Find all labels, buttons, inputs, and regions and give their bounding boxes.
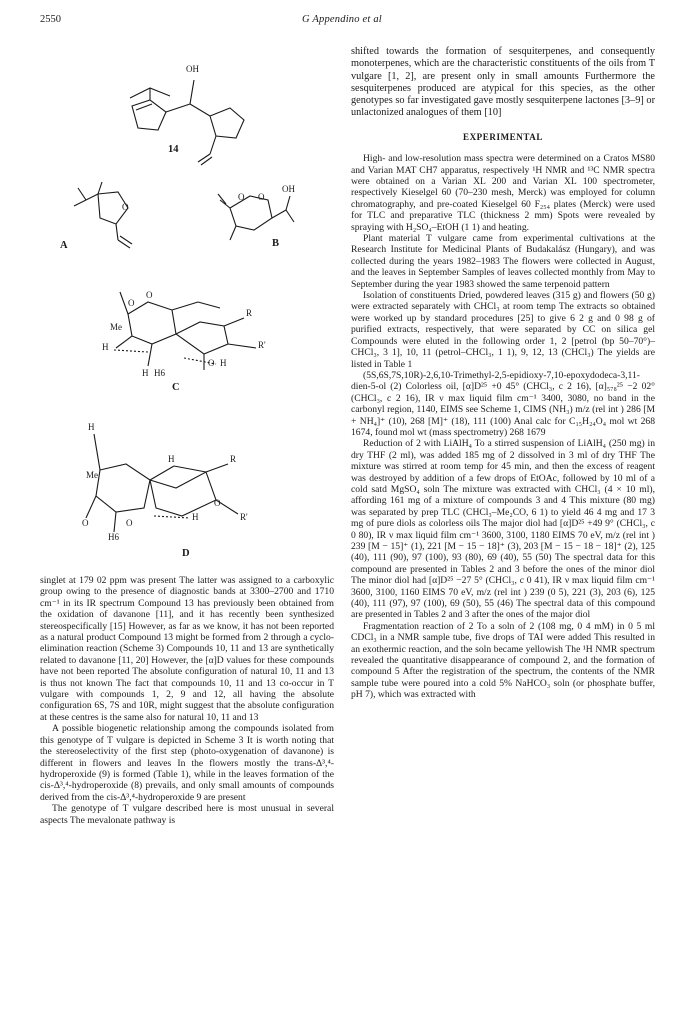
structure-B-drawing [210,178,320,256]
atom-label: Me [86,470,98,480]
atom-label: H [102,342,109,352]
atom-label: H [142,368,149,378]
left-column [40,575,334,826]
atom-label: R [246,308,253,318]
atom-label: O [238,192,245,202]
atom-label: O [126,518,133,528]
atom-label: R [230,454,237,464]
atom-label: O [128,298,135,308]
atom-label: H [192,512,199,522]
structure-14 [110,58,280,168]
atom-label: R' [258,340,266,350]
body-paragraph: singlet at 179 02 ppm was present The latter was assigned to a carboxylic group owing to the presence of diagnostic bands at 3300–2700 and 1710 cm⁻¹ in its IR spectrum Compound 13 has previously been obtained from the oxidation of davanone [11], and it has recently been synthesized stereospecifically [15] However, as far as we know, it has not been reported as a natural product Compound 13 might be formed from 2 through a cyclo-elimination reaction (Scheme 3) Compounds 10, 11 and 13 are synthetically related to davanone [11, 20] However, the [α]D values for these compounds have not been reported The absolute configuration of natural 10, 11 and 13 is thus not known The fact that compounds 10, 11 and 13 co-occur in T vulgare with compounds 1, 2, 9 and 12, all having the absolute configuration 6S, 7S and 10R, might suggest that the absolute configuration at these centres is the same also for natural 10, 11 and 13 [40,575,334,723]
atom-label: R' [240,512,248,522]
experimental-paragraph: Plant material T vulgare came from experimental cultivations at the Research Institute for Medicinal Plants of Budakalász (Hungary), and was collected during the years 1982–1983 The flowers were collected in August, and the leaves in September Samples of leaves collected monthly from May to September during the year 1983 showed the same terpenoid pattern [351,233,655,290]
structure-label-D: D [182,548,190,559]
atom-label: H [88,422,95,432]
atom-label: H [220,358,227,368]
structure-D [66,420,296,570]
running-head: G Appendino et al [302,14,382,25]
atom-label: H [168,454,175,464]
atom-label: O [214,498,221,508]
structure-14-drawing [110,58,280,168]
experimental-paragraph: Reduction of 2 with LiAlH₄ To a stirred suspension of LiAlH₄ (250 mg) in dry THF (2 ml), was added 185 mg of 2 dissolved in 3 ml of dry THF The mixture was stirred at room temp for 45 min, and then the excess of reagent was destroyed by addition of a few drops of EtOAc, followed by 10 ml of a cold satd MgSO₄ soln The mixture was extracted with CHCl₃ (4 × 10 ml), affording 161 mg of a mixture of compounds 3 and 4 This mixture (80 mg) was separated by prep TLC (CHCl₃–Me₂CO, 6 1) to yield 46 4 mg and 17 3 mg of pure diols as colorless oils The major diol had [α]D²⁵ +49 9° (CHCl₃, c 0 80), IR ν max liquid film cm⁻¹ 3600, 3100, 1180 EIMS 70 eV, m/z (rel int ) 239 [M − 15]⁺ (1), 221 [M − 15 − 18]⁺ (3), 203 [M − 15 − 18 − 18]⁺ (2), 125 (40), 111 (90), 97 (100), 93 (80), 69 (40), 55 (50) The spectral data for this compound are presented in Tables 2 and 3 before the ones of the minor diol The minor diol had [α]D²⁵ −27 5° (CHCl₃, c 0 41), IR ν max liquid film cm⁻¹ 3600, 3100, 1160 EIMS 70 eV, m/z (rel int ) 239 (0 5), 221 (3), 203 (6), 125 (40), 111 (97), 97 (100), 69 (50), 55 (46) The spectral data of this compound are presented in Tables 2 and 3 after the ones of the major diol [351,438,655,621]
atom-label: OH [282,184,295,194]
atom-label: H6 [154,368,165,378]
right-column [351,46,655,701]
intro-paragraph: shifted towards the formation of sesquiterpenes, and consequently monoterpenes, which are the characteristic constituents of the oils from T vulgare [1, 2], are present only in small amounts Furthermore the sesquiterpenes produced are atypical for this species, as the other genotypes so far investigated gave mostly sesquiterpene lactones [3–9] or unlactonized analogues of them [10] [351,46,655,119]
structure-D-drawing [66,420,296,570]
structure-A-drawing [58,178,168,256]
experimental-paragraph: Isolation of constituents Dried, powdered leaves (315 g) and flowers (50 g) were extracted separately with CHCl₃ at room temp The extracts so obtained were worked up by standard procedures [25] to give 6 2 g and 0 98 g of purified extracts, respectively, that were separated by CC on silica gel Compounds were eluted in the following order 1, 2 [petrol (bp 50–70°)–CHCl₃, 3 1], 10, 11 (petrol–CHCl₃, 1 1), 9, 12, 13 (CHCl₃) The yields are listed in Table 1 [351,290,655,370]
atom-label: O [146,290,153,300]
page-number: 2550 [40,14,61,25]
atom-label: OH [186,64,199,74]
body-paragraph: A possible biogenetic relationship among the compounds isolated from this genotype of T vulgare is depicted in Scheme 3 It is worth noting that the stereoselectivity of the first step (photo-oxygenation of davanone) is different in flowers and leaves In the flowers mostly the trans-Δ³,⁴-hydroperoxide (9) is formed (Table 1), while in the leaves formation of the cis-Δ³,⁴-hydroperoxide (8) prevails, and only small amounts of compounds derived from the cis-Δ³,⁴-hydroperoxide 9 are present [40,723,334,803]
body-paragraph: The genotype of T vulgare described here is most unusual in several aspects The mevalonate pathway is [40,803,334,826]
atom-label: O [258,192,265,202]
atom-label: O [208,358,215,368]
experimental-paragraph: Fragmentation reaction of 2 To a soln of 2 (108 mg, 0 4 mM) in 0 5 ml CDCl₃ in a NMR sample tube, five drops of TAI were added This resulted in an exothermic reaction, and the soln became yellowish The ¹H NMR spectrum revealed the quantitative disappearance of compound 2, and the formation of compound 5 After the registration of the spectrum, the contents of the NMR sample tube were poured into a cold 5% NaHCO₃ soln (or phosphate buffer, pH 7), which was extracted with [351,620,655,701]
atom-label: H6 [108,532,119,542]
experimental-paragraph: (5S,6S,7S,10R)-2,6,10-Trimethyl-2,5-epidioxy-7,10-epoxydodeca-3,11-dien-5-ol (2) Colorless oil, [α]D²⁵ +0 45° (CHCl₃, c 2 16), [α]₅₇₈²⁵ −2 02° (CHCl₃, c 2 16), IR ν max liquid film cm⁻¹ 3400, 3080, no band in the carbonyl region, 1140, EIMS see Scheme 1, CIMS (NH₃) m/z (rel int ) 286 [M + NH₄]⁺ (10), 268 [M]⁺ (18), 111 (100) Anal calc for C₁₅H₂₄O₄ mol wt 268 1674, found mol wt (mass spectrometry) 268 1679 [351,369,655,438]
experimental-paragraph: High- and low-resolution mass spectra were determined on a Cratos MS80 and Varian MAT CH7 apparatus, respectively ¹H NMR and ¹³C NMR spectra were obtained on a Varian XL 200 and Varian XL 100 spectrometer, respectively Kieselgel 60 (70–230 mesh, Merck) was employed for column chromatography, and pre-coated Kieselgel 60 F₂₅₄ plates (Merck) were used for TLC and preparative TLC (thickness 2 mm) Spots were revealed by spraying with H₂SO₄–EtOH (1 1) and heating. [351,153,655,233]
structure-C [88,278,308,398]
page-header [40,14,656,28]
structure-C-drawing [88,278,308,398]
atom-label: O [82,518,89,528]
structure-label-A: A [60,240,68,251]
structure-label-C: C [172,382,180,393]
atom-label: O [122,202,129,212]
atom-label: Me [110,322,122,332]
structure-label-B: B [272,238,280,249]
section-heading: EXPERIMENTAL [462,131,544,142]
structure-B [210,178,320,256]
structure-A [58,178,168,256]
structure-label-14: 14 [168,144,179,155]
